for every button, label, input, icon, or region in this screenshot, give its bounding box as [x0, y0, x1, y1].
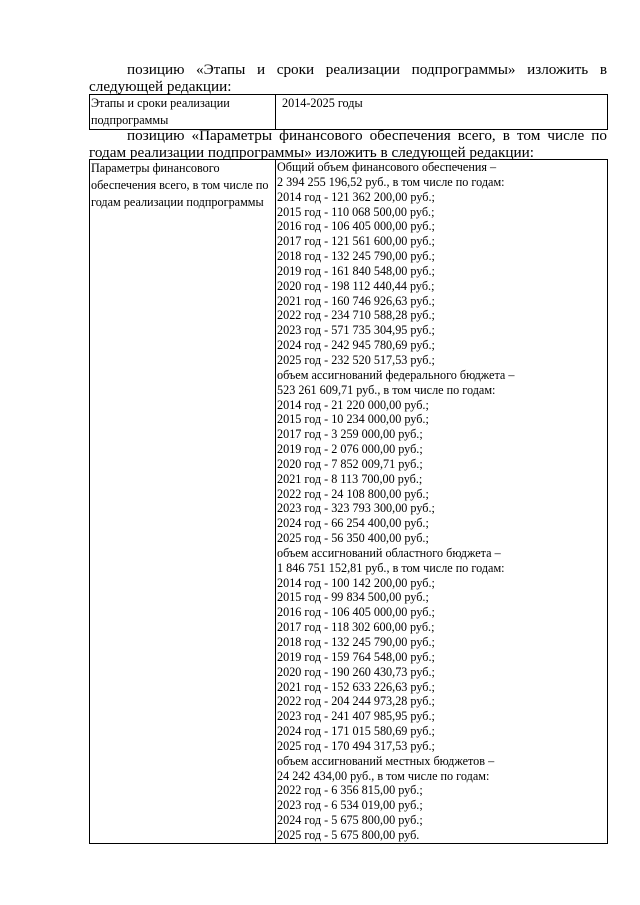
- financing-line: объем ассигнований федерального бюджета –: [277, 367, 515, 382]
- financing-line: 2022 год - 6 356 815,00 руб.;: [277, 783, 423, 798]
- financing-line: 2024 год - 66 254 400,00 руб.;: [277, 516, 429, 531]
- financing-line: 2024 год - 5 675 800,00 руб.;: [277, 813, 423, 828]
- financing-line: 2019 год - 2 076 000,00 руб.;: [277, 442, 423, 457]
- financing-line: 2017 год - 118 302 600,00 руб.;: [277, 620, 435, 635]
- financing-line: 2023 год - 571 735 304,95 руб.;: [277, 323, 435, 338]
- financing-line: 2018 год - 132 245 790,00 руб.;: [277, 249, 435, 264]
- financing-line: Общий объем финансового обеспечения –: [277, 160, 497, 174]
- financing-line: 2024 год - 242 945 780,69 руб.;: [277, 338, 435, 353]
- financing-line: 2022 год - 24 108 800,00 руб.;: [277, 486, 429, 501]
- financing-line: 2025 год - 56 350 400,00 руб.;: [277, 531, 429, 546]
- financing-line: 1 846 751 152,81 руб., в том числе по годам:: [277, 560, 505, 575]
- financing-line: 2020 год - 198 112 440,44 руб.;: [277, 278, 435, 293]
- table-cell-label: Параметры финансового обеспечения всего, в том числе по годам реализации подпрограммы: [90, 160, 276, 844]
- financing-line: объем ассигнований областного бюджета –: [277, 545, 501, 560]
- table-cell-label: Этапы и сроки реализации подпрограммы: [90, 95, 276, 130]
- financing-line: 2023 год - 241 407 985,95 руб.;: [277, 709, 435, 724]
- financing-line: 2016 год - 106 405 000,00 руб.;: [277, 605, 435, 620]
- table-row: [90, 160, 608, 844]
- financing-line: 2025 год - 5 675 800,00 руб.: [277, 827, 420, 842]
- financing-line: 2023 год - 6 534 019,00 руб.;: [277, 798, 423, 813]
- financing-line: 2019 год - 159 764 548,00 руб.;: [277, 649, 435, 664]
- financing-line: 2016 год - 106 405 000,00 руб.;: [277, 219, 435, 234]
- table-row: [90, 95, 608, 130]
- financing-line: 2017 год - 3 259 000,00 руб.;: [277, 427, 423, 442]
- table-cell-financing-values: [276, 160, 608, 844]
- table-cell-value: 2014-2025 годы: [276, 95, 608, 130]
- financing-line: 2015 год - 99 834 500,00 руб.;: [277, 590, 429, 605]
- paragraph-stages-instruction: позицию «Этапы и сроки реализации подпрограммы» изложить в следующей редакции:: [89, 61, 607, 95]
- financing-line: 2023 год - 323 793 300,00 руб.;: [277, 501, 435, 516]
- paragraph-financing-instruction: позицию «Параметры финансового обеспечения всего, в том числе по годам реализации подпрограммы» изложить в следующей редакции:: [89, 127, 607, 161]
- financing-line: 2018 год - 132 245 790,00 руб.;: [277, 635, 435, 649]
- financing-line: 2022 год - 234 710 588,28 руб.;: [277, 308, 435, 323]
- financing-line: 2019 год - 161 840 548,00 руб.;: [277, 263, 435, 278]
- financing-line: 2014 год - 121 362 200,00 руб.;: [277, 189, 435, 204]
- table-financing: [89, 159, 608, 844]
- financing-line: 2014 год - 21 220 000,00 руб.;: [277, 397, 429, 412]
- financing-line: 2021 год - 8 113 700,00 руб.;: [277, 471, 423, 486]
- financing-line: 2017 год - 121 561 600,00 руб.;: [277, 234, 435, 249]
- financing-line: 2024 год - 171 015 580,69 руб.;: [277, 724, 435, 739]
- financing-line: 2025 год - 170 494 317,53 руб.;: [277, 738, 435, 753]
- financing-line: 2021 год - 152 633 226,63 руб.;: [277, 679, 435, 694]
- financing-line: 2015 год - 110 068 500,00 руб.;: [277, 204, 435, 219]
- financing-line: 2 394 255 196,52 руб., в том числе по годам:: [277, 174, 505, 189]
- financing-line: 2020 год - 190 260 430,73 руб.;: [277, 664, 435, 679]
- financing-line: 523 261 609,71 руб., в том числе по годам:: [277, 382, 496, 397]
- table-stages: [89, 94, 608, 130]
- financing-line: 2020 год - 7 852 009,71 руб.;: [277, 456, 423, 471]
- financing-line: объем ассигнований местных бюджетов –: [277, 753, 495, 768]
- financing-line: 2021 год - 160 746 926,63 руб.;: [277, 293, 435, 308]
- financing-line: 2022 год - 204 244 973,28 руб.;: [277, 694, 435, 709]
- financing-line: 2014 год - 100 142 200,00 руб.;: [277, 575, 435, 590]
- financing-line: 2025 год - 232 520 517,53 руб.;: [277, 352, 435, 367]
- financing-line: 2015 год - 10 234 000,00 руб.;: [277, 412, 429, 427]
- financing-line: 24 242 434,00 руб., в том числе по годам:: [277, 768, 490, 783]
